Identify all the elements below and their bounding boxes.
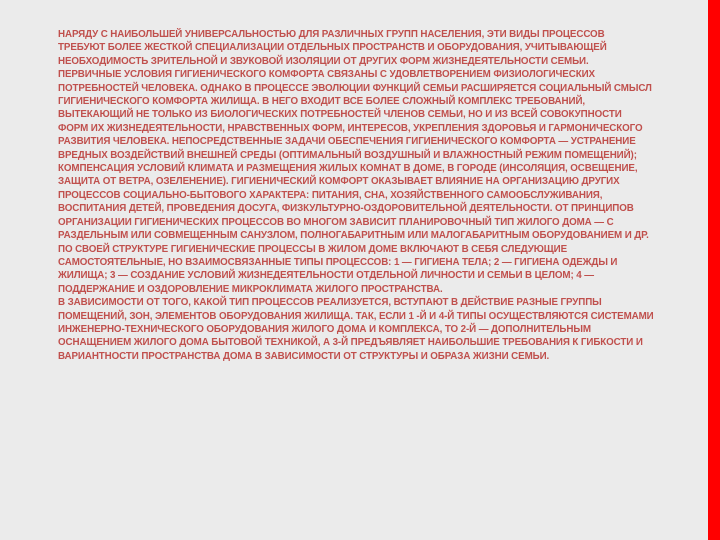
accent-bar bbox=[708, 0, 720, 540]
paragraph-process-types: ПО СВОЕЙ СТРУКТУРЕ ГИГИЕНИЧЕСКИЕ ПРОЦЕССЫ В ЖИЛОМ ДОМЕ ВКЛЮЧАЮТ В СЕБЯ СЛЕДУЮЩИЕ САМОСТОЯТЕЛЬНЫЕ, НО ВЗАИМОСВЯЗАННЫЕ ТИПЫ ПРОЦЕССОВ: 1 — ГИГИЕНА ТЕЛА; 2 — ГИГИЕНА ОДЕЖДЫ И ЖИЛИЩА; 3 — СОЗДАНИЕ УСЛОВИЙ ЖИЗНЕДЕЯТЕЛЬНОСТИ ОТДЕЛЬНОЙ ЛИЧНОСТИ И СЕМЬИ В ЦЕЛОМ; 4 — ПОДДЕРЖАНИЕ И ОЗДОРОВЛЕНИЕ МИКРОКЛИМАТА ЖИЛОГО ПРОСТРАНСТВА. bbox=[58, 243, 618, 295]
slide-body-text bbox=[58, 28, 654, 512]
paragraph-room-groups: В ЗАВИСИМОСТИ ОТ ТОГО, КАКОЙ ТИП ПРОЦЕССОВ РЕАЛИЗУЕТСЯ, ВСТУПАЮТ В ДЕЙСТВИЕ РАЗНЫЕ ГРУППЫ ПОМЕЩЕНИЙ, ЗОН, ЭЛЕМЕНТОВ ОБОРУДОВАНИЯ ЖИЛИЩА. ТАК, ЕСЛИ 1 -Й И 4-Й ТИПЫ ОСУЩЕСТВЛЯЮТСЯ СИСТЕМАМИ ИНЖЕНЕРНО-ТЕХНИЧЕСКОГО ОБОРУДОВАНИЯ ЖИЛОГО ДОМА И КОМПЛЕКСА, ТО 2-Й — ДОПОЛНИТЕЛЬНЫМ ОСНАЩЕНИЕМ ЖИЛОГО ДОМА БЫТОВОЙ ТЕХНИКОЙ, А 3-Й ПРЕДЪЯВЛЯЕТ НАИБОЛЬШИЕ ТРЕБОВАНИЯ К ГИБКОСТИ И ВАРИАНТНОСТИ ПРОСТРАНСТВА ДОМА В ЗАВИСИМОСТИ ОТ СТРУКТУРЫ И ОБРАЗА ЖИЗНИ СЕМЬИ. bbox=[58, 297, 654, 362]
paragraph-hygienic-comfort: НАРЯДУ С НАИБОЛЬШЕЙ УНИВЕРСАЛЬНОСТЬЮ ДЛЯ РАЗЛИЧНЫХ ГРУПП НАСЕЛЕНИЯ, ЭТИ ВИДЫ ПРОЦЕССОВ ТРЕБУЮТ БОЛЕЕ ЖЕСТКОЙ СПЕЦИАЛИЗАЦИИ ОТДЕЛЬНЫХ ПРОСТРАНСТВ И ОБОРУДОВАНИЯ, УЧИТЫВАЮЩЕЙ НЕОБХОДИМОСТЬ ЗРИТЕЛЬНОЙ И ЗВУКОВОЙ ИЗОЛЯЦИИ ОТ ДРУГИХ ФОРМ ЖИЗНЕДЕЯТЕЛЬНОСТИ СЕМЬИ. ПЕРВИЧНЫЕ УСЛОВИЯ ГИГИЕНИЧЕСКОГО КОМФОРТА СВЯЗАНЫ С УДОВЛЕТВОРЕНИЕМ ФИЗИОЛОГИЧЕСКИХ ПОТРЕБНОСТЕЙ ЧЕЛОВЕКА. ОДНАКО В ПРОЦЕССЕ ЭВОЛЮЦИИ ФУНКЦИЙ СЕМЬИ РАСШИРЯЕТСЯ СОЦИАЛЬНЫЙ СМЫСЛ ГИГИЕНИЧЕСКОГО КОМФОРТА ЖИЛИЩА. В НЕГО ВХОДИТ ВСЕ БОЛЕЕ СЛОЖНЫЙ КОМПЛЕКС ТРЕБОВАНИЙ, ВЫТЕКАЮЩИЙ НЕ ТОЛЬКО ИЗ БИОЛОГИЧЕСКИХ ПОТРЕБНОСТЕЙ ЧЛЕНОВ СЕМЬИ, НО И ИЗ ВСЕЙ СОВОКУПНОСТИ ФОРМ ИХ ЖИЗНЕДЕЯТЕЛЬНОСТИ, НРАВСТВЕННЫХ ФОРМ, ИНТЕРЕСОВ, УКРЕПЛЕНИЯ ЗДОРОВЬЯ И ГАРМОНИЧЕСКОГО РАЗВИТИЯ ЧЕЛОВЕКА. НЕПОСРЕДСТВЕННЫЕ ЗАДАЧИ ОБЕСПЕЧЕНИЯ ГИГИЕНИЧЕСКОГО КОМФОРТА — УСТРАНЕНИЕ ВРЕДНЫХ ВОЗДЕЙСТВИЙ ВНЕШНЕЙ СРЕДЫ (ОПТИМАЛЬНЫЙ ВОЗДУШНЫЙ И ВЛАЖНОСТНЫЙ РЕЖИМ ПОМЕЩЕНИЙ); КОМПЕНСАЦИЯ УСЛОВИЙ КЛИМАТА И РАЗМЕЩЕНИЯ ЖИЛЫХ КОМНАТ В ДОМЕ, В ГОРОДЕ (ИНСОЛЯЦИЯ, ОСВЕЩЕНИЕ, ЗАЩИТА ОТ ВЕТРА, ОЗЕЛЕНЕНИЕ). ГИГИЕНИЧЕСКИЙ КОМФОРТ ОКАЗЫВАЕТ ВЛИЯНИЕ НА ОРГАНИЗАЦИЮ ДРУГИХ ПРОЦЕССОВ СОЦИАЛЬНО-БЫТОВОГО ХАРАКТЕРА: ПИТАНИЯ, СНА, ХОЗЯЙСТВЕННОГО САМООБСЛУЖИВАНИЯ, ВОСПИТАНИЯ ДЕТЕЙ, ПРОВЕДЕНИЯ ДОСУГА, ФИЗКУЛЬТУРНО-ОЗДОРОВИТЕЛЬНОЙ ДЕЯТЕЛЬНОСТИ. ОТ ПРИНЦИПОВ ОРГАНИЗАЦИИ ГИГИЕНИЧЕСКИХ ПРОЦЕССОВ ВО МНОГОМ ЗАВИСИТ ПЛАНИРОВОЧНЫЙ ТИП ЖИЛОГО ДОМА — С РАЗДЕЛЬНЫМ ИЛИ СОВМЕЩЕННЫМ САНУЗЛОМ, ПОЛНОГАБАРИТНЫМ ИЛИ МАЛОГАБАРИТНЫМ ОБОРУДОВАНИЕМ И ДР. bbox=[58, 29, 652, 242]
